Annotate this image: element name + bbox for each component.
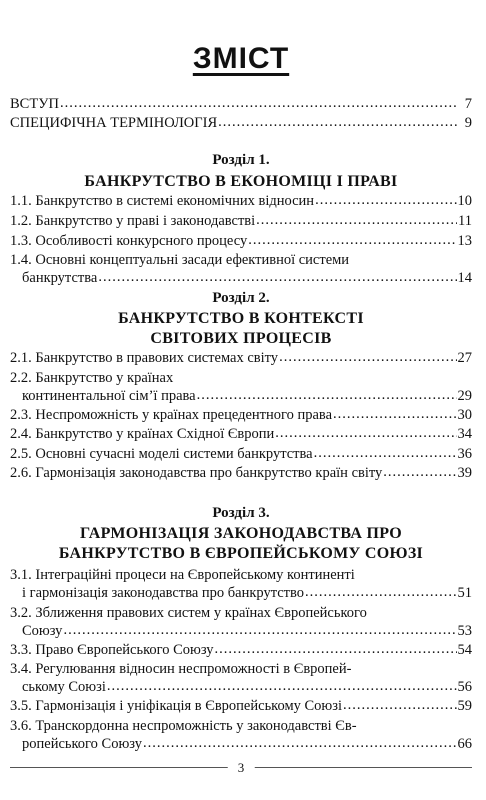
page-number: 3 [228,760,255,776]
toc-entry-3-2: 3.2. Зближення правових систем у країнах Європейського Союзу ..... 53 [10,604,472,640]
toc-entry-3-6: 3.6. Транскордонна неспроможність у законодавстві Єв- ропейського Союзу ..... 66 [10,717,472,753]
toc-entry-intro [10,95,472,113]
toc-entry-3-1: 3.1. Інтеграційні процеси на Європейському континенті і гармонізація законодавства про банкрутство ..... 51 [10,566,472,602]
entry-text: ВСТУП [10,96,59,112]
toc-entry-2-6: 2.6. Гармонізація законодавства про банкрутство країн світу ..... 39 [10,464,472,482]
entry-page: 7 [464,96,472,112]
toc-entry-terminology [10,114,472,132]
toc-entry-3-5: 3.5. Гармонізація і уніфікація в Європейському Союзі ..... 59 [10,697,472,715]
toc-entry-3-4: 3.4. Регулювання відносин неспроможності в Європей- ському Союзі ..... 56 [10,660,472,696]
page-title: ЗМІСТ [192,42,290,75]
toc-entry-2-5: 2.5. Основні сучасні моделі системи банкрутства ..... 36 [10,445,472,463]
toc-entry-1-3: 1.3. Особливості конкурсного процесу ..... 13 [10,232,472,250]
section-3-title: ГАРМОНІЗАЦІЯ ЗАКОНОДАВСТВА ПРО БАНКРУТСТВО В ЄВРОПЕЙСЬКОМУ СОЮЗІ [58,525,424,562]
section-3-label: Розділ 3. [212,505,270,521]
toc-entry-1-1: 1.1. Банкрутство в системі економічних відносин ..... 10 [10,192,472,210]
entry-page: 9 [464,115,472,131]
toc-entry-2-4: 2.4. Банкрутство у країнах Східної Європи ..... 34 [10,425,472,443]
entry-text: СПЕЦИФІЧНА ТЕРМІНОЛОГІЯ [10,115,218,131]
section-1-label: Розділ 1. [212,152,270,168]
toc-entry-1-2: 1.2. Банкрутство у праві і законодавстві ..... 11 [10,212,472,230]
section-2-title: БАНКРУТСТВО В КОНТЕКСТІ СВІТОВИХ ПРОЦЕСІВ [118,310,364,347]
section-1-title: БАНКРУТСТВО В ЕКОНОМІЦІ І ПРАВІ [84,173,398,190]
leader-dots [60,94,457,112]
toc-entry-2-2: 2.2. Банкрутство у країнах континентальної сім’ї права ..... 29 [10,369,472,405]
leader-dots [218,113,457,131]
toc-entry-3-3: 3.3. Право Європейського Союзу ..... 54 [10,641,472,659]
toc-entry-1-4: 1.4. Основні концептуальні засади ефективної системи банкрутства ..... 14 [10,251,472,287]
section-2-label: Розділ 2. [212,290,270,306]
toc-page [10,0,472,800]
toc-entry-2-3: 2.3. Неспроможність у країнах прецедентного права ..... 30 [10,406,472,424]
toc-entry-2-1: 2.1. Банкрутство в правових системах світу ..... 27 [10,349,472,367]
